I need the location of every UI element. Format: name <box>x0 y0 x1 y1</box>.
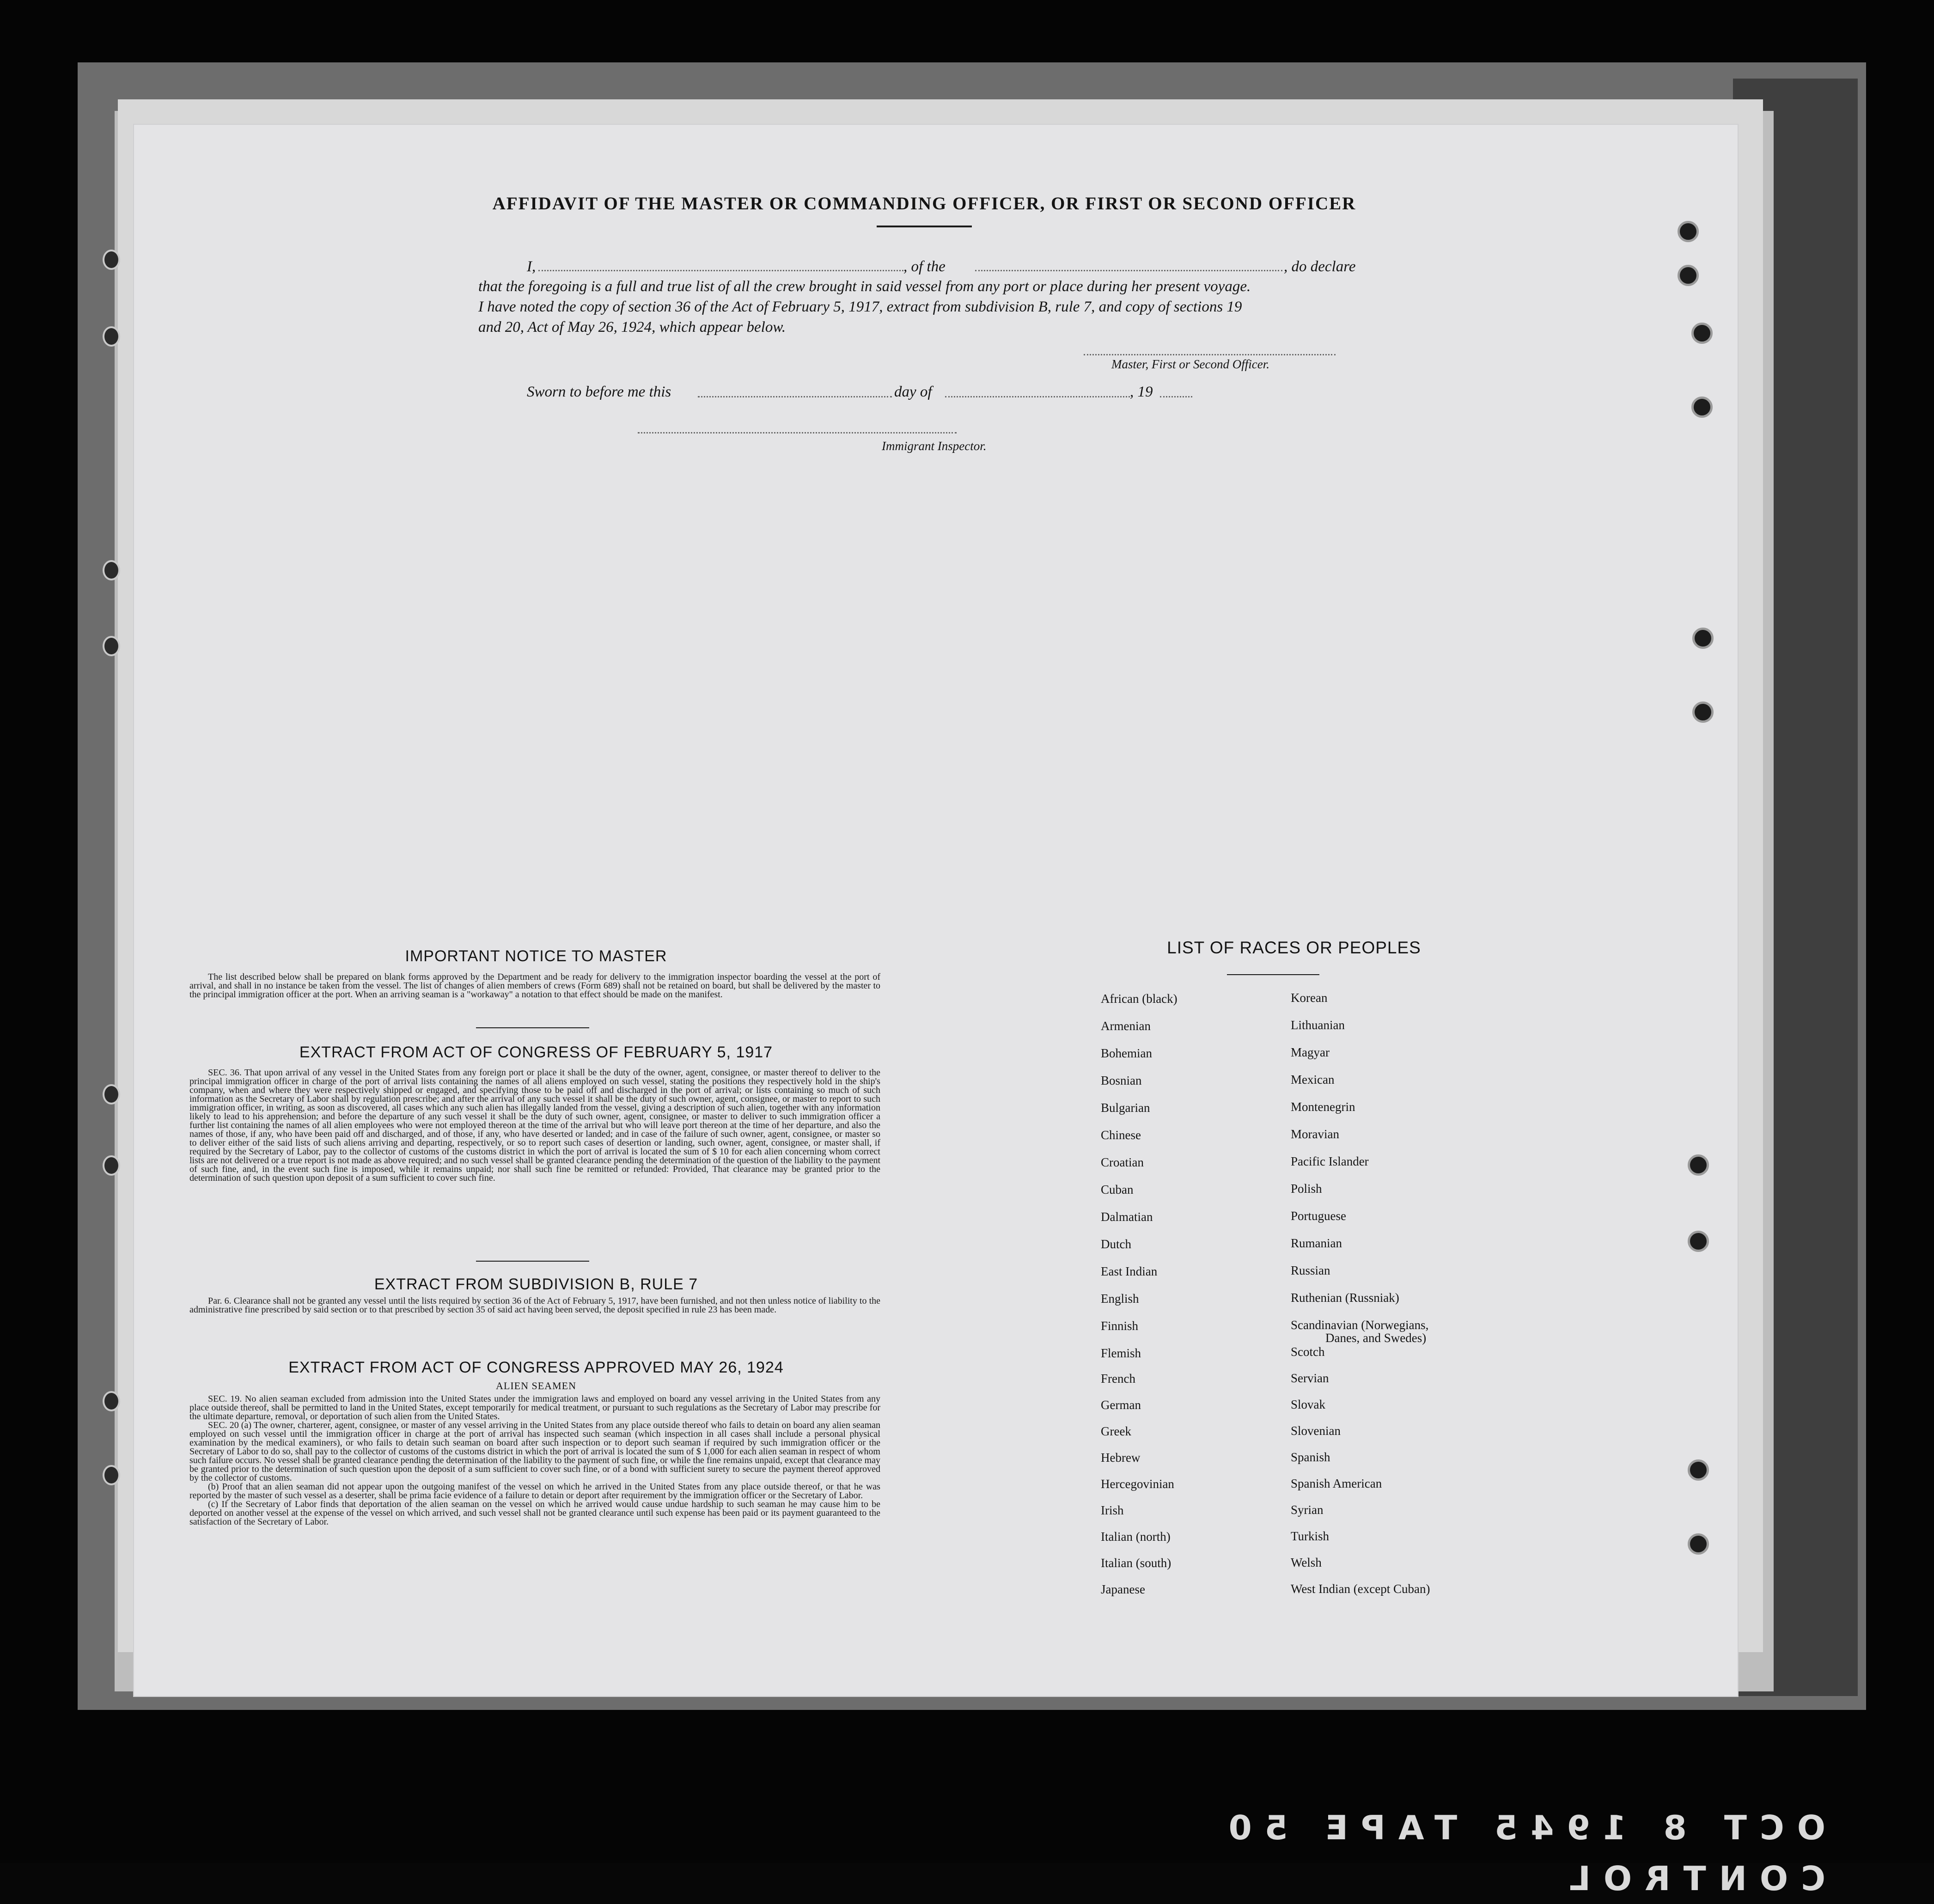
race-item: Bohemian <box>1101 1046 1152 1060</box>
title-rule <box>877 226 972 227</box>
race-item: Scotch <box>1291 1345 1325 1359</box>
day-blank <box>698 396 892 397</box>
race-item: West Indian (except Cuban) <box>1291 1582 1430 1596</box>
master-signature-label: Master, First or Second Officer. <box>1111 357 1269 371</box>
punch-hole <box>103 1391 120 1411</box>
extract-1924-text: SEC. 19. No alien seaman excluded from admission into the United States under the immigration laws and employed on board any vessel arriving in the United States from any place outside thereof, shall be permitted to land in the United States, except temporarily for medical treatment, or pursuant to such regulations as the Secretary of Labor may prescribe for the ultimate departure, removal, or deportation of such alien from the United States. SEC. 20 (a) The owner, charterer, agent, consignee, or master of any vessel arriving in the United States from any place outside thereof who fails to detain on board any alien seaman employed on such vessel until the immigration officer in charge at the port of arrival has inspected such seaman (which inspection in all cases shall include a personal physical examination by the medical examiners), or who fails to detain such seaman on board after such inspection or to deport such seaman if required by such immigration officer or the Secretary of Labor to do so, shall pay to the collector of customs of the customs district in which the port of arrival is located the sum of $ 1,000 for each alien seaman in respect of whom such failure occurs. No vessel shall be granted clearance pending the determination of the liability to the payment of such fine, or while the fine remains unpaid, except that clearance may be granted prior to the determination of such question upon the deposit of a sum sufficient to cover such fine, or of a bond with sufficient surety to secure the payment thereof approved by the collector of customs. (b) Proof that an alien seaman did not appear upon the outgoing manifest of the vessel on which he arrived in the United States from any place outside thereof, or that he was reported by the master of such vessel as a deserter, shall be prima facie evidence of a failure to detain or deport after requirement by the immigration officer or the Secretary of Labor. (c) If the Secretary of Labor finds that deportation of the alien seaman on the vessel on which he arrived would cause undue hardship to such seaman he may cause him to be deported on another vessel at the expense of the vessel on which arrived, and such vessel shall not be granted clearance until such expense has been paid or its payment guaranteed to the satisfaction of the Secretary of Labor. <box>189 1394 880 1527</box>
race-item: Finnish <box>1101 1319 1139 1333</box>
punch-hole <box>103 250 120 270</box>
punch-hole <box>1688 1459 1709 1481</box>
race-item: English <box>1101 1292 1139 1306</box>
extract-1917-title: EXTRACT FROM ACT OF CONGRESS OF FEBRUARY 5, 1917 <box>299 1044 773 1061</box>
race-item: Bosnian <box>1101 1074 1142 1087</box>
sworn-year: , 19 <box>1130 384 1153 400</box>
race-item-continued: Danes, and Swedes) <box>1325 1331 1427 1345</box>
master-signature-line <box>1084 354 1336 355</box>
sworn-day-of: day of <box>894 384 932 400</box>
notice-title: IMPORTANT NOTICE TO MASTER <box>405 947 667 965</box>
race-item: Polish <box>1291 1182 1322 1196</box>
race-item: French <box>1101 1372 1135 1385</box>
race-item: Chinese <box>1101 1128 1141 1142</box>
notice-text: The list described below shall be prepared on blank forms approved by the Department and be ready for delivery to the immigration inspector boarding the vessel at the port of arrival, and shall in no instance be taken from the vessel. The list of changes of alien members of crews (Form 689) shall not be retained on board, but shall be delivered by the master to the principal immigration officer at the port. When an arriving seaman is a "workaway" a notation to that effect should be made on the manifest. <box>189 972 880 1000</box>
punch-hole <box>1688 1231 1709 1252</box>
race-item: Spanish <box>1291 1450 1330 1464</box>
races-title: LIST OF RACES OR PEOPLES <box>1167 938 1421 957</box>
extract-1917-text: SEC. 36. That upon arrival of any vessel in the United States from any foreign port or place it shall be the duty of the owner, agent, consignee, or master thereof to deliver to the principal immigration officer in charge of the port of arrival lists containing the names of all aliens employed on such vessel, stating the positions they respectively hold in the ship's company, when and where they were respectively shipped or engaged, and specifying those to be paid off and discharged in the port of arrival; or lists containing so much of such information as the Secretary of Labor shall by regulation prescribe; and after the arrival of any such vessel it shall be the duty of such owner, agent, consignee, or master to report to such immigration officer, in writing, as soon as discovered, all cases which any such alien has illegally landed from the vessel, giving a description of such alien, together with any information likely to lead to his apprehension; and before the departure of any such vessel it shall be the duty of such owner, agent, consignee, or master to deliver to such immigration officer a further list containing the names of all alien employees who were not employed thereon at the time of the arrival but who will leave port thereon at the time of her departure, and also the names of those, if any, who have been paid off and discharged, and of those, if any, who have deserted or landed; and in case of the failure of such owner, agent, consignee, or master so to deliver either of the said lists of such aliens arriving and departing, respectively, or so to report such cases of desertion or landing, such owner, agent, consignee, or master shall, if required by the Secretary of Labor, pay to the collector of customs of the customs district in which the port of arrival is located the sum of $ 10 for each alien concerning whom correct lists are not delivered or a true report is not made as above required; and no such vessel shall be granted clearance pending the determination of the question of the liability to the payment of such fine, and, in the event such fine is imposed, while it remains unpaid; nor shall such fine be remitted or refunded: Provided, That clearance may be granted prior to the determination of such question upon deposit of a sum sufficient to cover such fine. <box>189 1068 880 1183</box>
race-item: Syrian <box>1291 1503 1324 1517</box>
race-item: Greek <box>1101 1424 1131 1438</box>
race-item: Montenegrin <box>1291 1100 1355 1114</box>
section-rule <box>476 1027 589 1028</box>
race-item: Welsh <box>1291 1556 1322 1569</box>
affidavit-declare: , do declare <box>1284 258 1356 275</box>
race-item: Flemish <box>1101 1346 1141 1360</box>
rule-7-title: EXTRACT FROM SUBDIVISION B, RULE 7 <box>374 1275 698 1293</box>
race-item: Irish <box>1101 1503 1124 1517</box>
race-item: Scandinavian (Norwegians, <box>1291 1318 1429 1332</box>
punch-hole <box>1692 702 1714 723</box>
race-item: German <box>1101 1398 1141 1412</box>
race-item: Slovak <box>1291 1397 1326 1411</box>
affidavit-i: I, <box>527 258 536 275</box>
punch-hole <box>1691 397 1713 418</box>
punch-hole <box>1688 1154 1709 1176</box>
affidavit-of-the: , of the <box>903 258 946 275</box>
race-item: Japanese <box>1101 1582 1145 1596</box>
race-item: Rumanian <box>1291 1236 1342 1250</box>
race-item: Croatian <box>1101 1155 1144 1169</box>
race-item: Servian <box>1291 1371 1329 1385</box>
vessel-blank <box>975 270 1282 271</box>
race-item: Pacific Islander <box>1291 1154 1369 1168</box>
race-item: Lithuanian <box>1291 1018 1345 1032</box>
punch-hole <box>103 636 120 656</box>
affidavit-title: AFFIDAVIT OF THE MASTER OR COMMANDING OFFICER, OR FIRST OR SECOND OFFICER <box>492 194 1356 214</box>
race-item: East Indian <box>1101 1264 1158 1278</box>
race-item: Cuban <box>1101 1183 1134 1196</box>
race-item: Italian (north) <box>1101 1530 1171 1544</box>
punch-hole <box>1678 221 1699 242</box>
race-item: Dutch <box>1101 1237 1131 1251</box>
race-item: Korean <box>1291 991 1328 1005</box>
race-item: Mexican <box>1291 1073 1335 1086</box>
race-item: Magyar <box>1291 1045 1330 1059</box>
race-item: Hebrew <box>1101 1451 1141 1465</box>
race-item: Italian (south) <box>1101 1556 1171 1570</box>
race-item: Slovenian <box>1291 1424 1341 1438</box>
punch-hole <box>103 1465 120 1485</box>
year-blank <box>1160 396 1192 397</box>
section-rule <box>476 1261 589 1262</box>
punch-hole <box>103 560 120 580</box>
races-rule <box>1227 974 1319 975</box>
alien-seamen-subtitle: ALIEN SEAMEN <box>496 1380 576 1391</box>
race-item: Dalmatian <box>1101 1210 1153 1224</box>
race-item: Armenian <box>1101 1019 1151 1033</box>
affidavit-line-4: and 20, Act of May 26, 1924, which appear below. <box>478 319 786 336</box>
punch-hole <box>1692 628 1714 649</box>
punch-hole <box>103 1155 120 1176</box>
race-item: Spanish American <box>1291 1477 1382 1490</box>
race-item: Ruthenian (Russniak) <box>1291 1291 1399 1305</box>
race-item: Bulgarian <box>1101 1101 1150 1115</box>
punch-hole <box>1688 1533 1709 1555</box>
race-item: Moravian <box>1291 1127 1339 1141</box>
race-item: Russian <box>1291 1263 1330 1277</box>
rule-7-text: Par. 6. Clearance shall not be granted any vessel until the lists required by section 36 of the Act of February 5, 1917, have been furnished, and not then unless notice of liability to the administrative fine prescribed by said section or to that prescribed by section 35 of said act having been served, the deposit specified in rule 23 has been made. <box>189 1296 880 1315</box>
extract-1924-title: EXTRACT FROM ACT OF CONGRESS APPROVED MAY 26, 1924 <box>288 1359 784 1376</box>
race-item: Hercegovinian <box>1101 1477 1174 1491</box>
punch-hole <box>103 326 120 347</box>
race-item: Portuguese <box>1291 1209 1346 1223</box>
punch-hole <box>103 1084 120 1105</box>
punch-hole <box>1678 265 1699 286</box>
film-strip-label: OCT 8 1945 TAPE 50 CONTROL <box>1215 1808 1825 1898</box>
race-item: African (black) <box>1101 992 1177 1006</box>
punch-hole <box>1691 323 1713 344</box>
affidavit-line-2: that the foregoing is a full and true list of all the crew brought in said vessel from any port or place during her present voyage. <box>478 278 1251 295</box>
month-blank <box>945 396 1130 397</box>
affidavit-line-3: I have noted the copy of section 36 of the Act of February 5, 1917, extract from subdivision B, rule 7, and copy of sections 19 <box>478 299 1242 315</box>
race-item: Turkish <box>1291 1529 1330 1543</box>
inspector-signature-line <box>638 432 957 433</box>
sworn-before: Sworn to before me this <box>527 384 671 400</box>
name-blank <box>538 270 903 271</box>
inspector-signature-label: Immigrant Inspector. <box>882 439 987 453</box>
